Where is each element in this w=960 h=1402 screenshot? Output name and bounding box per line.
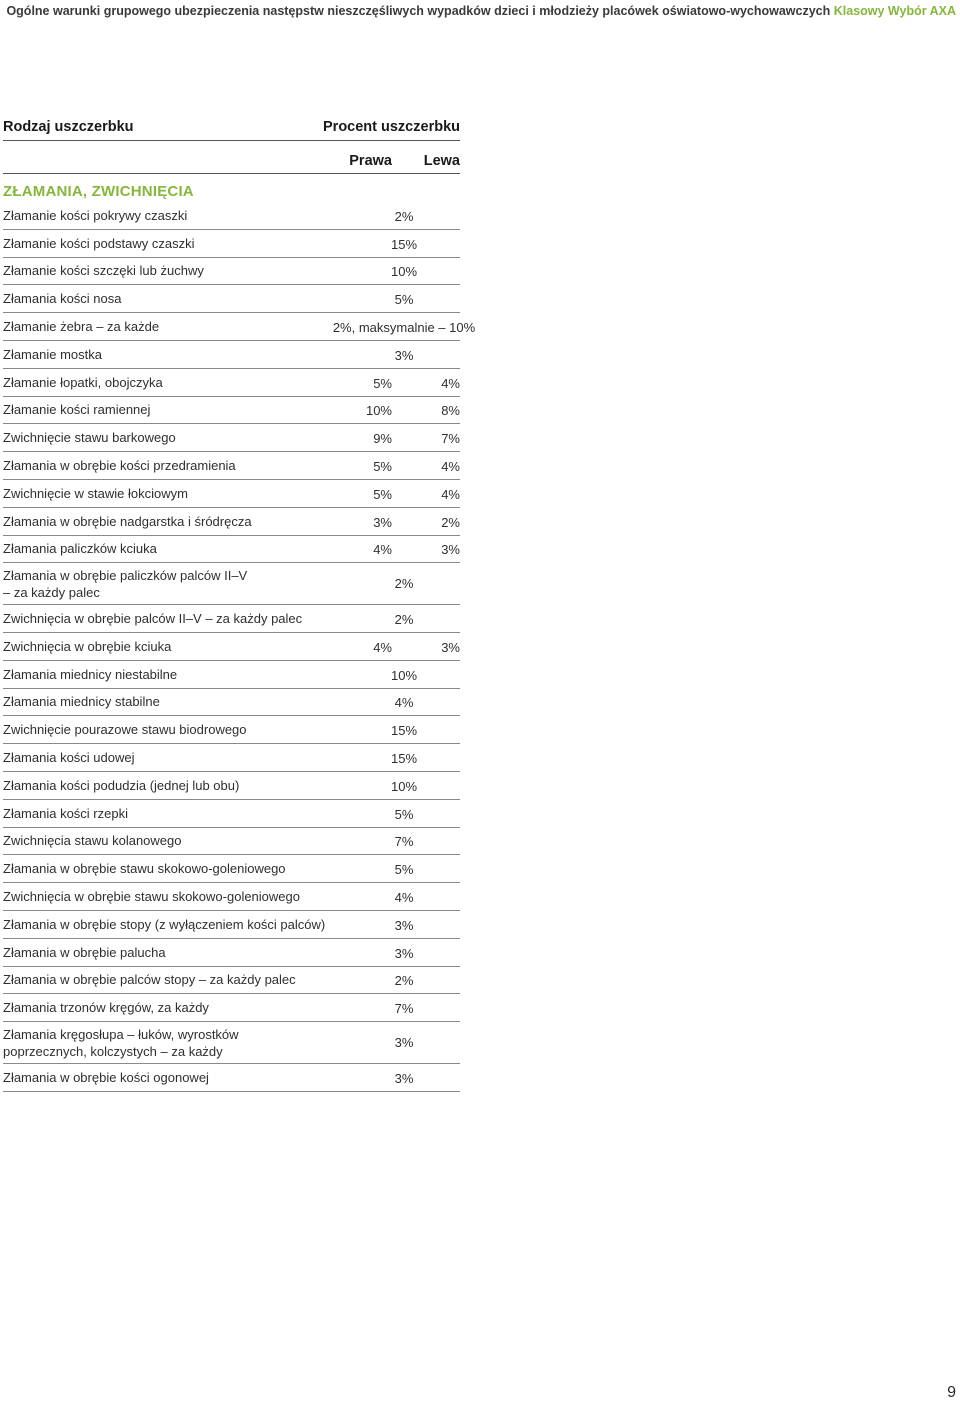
table-row bbox=[3, 508, 460, 536]
injury-name-line: Złamania trzonów kręgów, za każdy bbox=[3, 1000, 209, 1016]
injury-name bbox=[3, 749, 135, 766]
percent-left: 7% bbox=[441, 431, 460, 447]
percent-value: 2% bbox=[394, 208, 414, 224]
injury-name bbox=[3, 971, 296, 988]
injury-name-line: Złamania w obrębie kości ogonowej bbox=[3, 1069, 209, 1085]
injury-name bbox=[3, 999, 209, 1016]
percent-value: 2% bbox=[394, 973, 414, 989]
injury-name bbox=[3, 207, 187, 224]
percent-value: 2% bbox=[394, 576, 414, 592]
table-row bbox=[3, 605, 460, 633]
injury-name-line: Złamania kręgosłupa – łuków, wyrostków bbox=[3, 1026, 239, 1042]
table-row bbox=[3, 633, 460, 661]
injury-name-line: Złamania w obrębie stawu skokowo-goleniowego bbox=[3, 861, 286, 877]
injury-name-line: Złamania kości podudzia (jednej lub obu) bbox=[3, 777, 240, 793]
table-row bbox=[3, 1022, 460, 1064]
injury-name bbox=[3, 1069, 209, 1086]
percent-value: 3% bbox=[394, 1070, 414, 1086]
table-row bbox=[3, 341, 460, 369]
table-row bbox=[3, 828, 460, 856]
table-row bbox=[3, 480, 460, 508]
injury-name-line: Złamanie żebra – za każde bbox=[3, 318, 160, 334]
percent-value: 15% bbox=[390, 723, 418, 739]
injury-name bbox=[3, 457, 236, 474]
percent-left: 4% bbox=[441, 458, 460, 474]
percent-left: 3% bbox=[441, 542, 460, 558]
injury-name bbox=[3, 485, 188, 502]
page-number: 9 bbox=[947, 1384, 956, 1401]
table-row bbox=[3, 772, 460, 800]
percent-value: 7% bbox=[394, 834, 414, 850]
percent-value: 10% bbox=[390, 667, 418, 683]
injury-name bbox=[3, 290, 122, 307]
injury-name bbox=[3, 540, 157, 557]
percent-value: 3% bbox=[394, 347, 414, 363]
percent-value: 7% bbox=[394, 1001, 414, 1017]
section-title: ZŁAMANIA, ZWICHNIĘCIA bbox=[3, 183, 194, 200]
injury-name bbox=[3, 262, 204, 279]
injury-name bbox=[3, 693, 160, 710]
percent-left: 4% bbox=[441, 375, 460, 391]
table-row bbox=[3, 313, 476, 341]
injury-name-line: Zwichnięcie pourazowe stawu biodrowego bbox=[3, 722, 247, 738]
injury-name bbox=[3, 777, 239, 794]
percent-right: 5% bbox=[373, 375, 392, 391]
column-header-left: Lewa bbox=[423, 153, 460, 169]
percent-value: 10% bbox=[390, 264, 418, 280]
injury-name bbox=[3, 721, 247, 738]
percent-value: 15% bbox=[390, 750, 418, 766]
injury-name-line: Złamanie kości ramiennej bbox=[3, 402, 151, 418]
percent-right: 9% bbox=[373, 431, 392, 447]
percent-right: 4% bbox=[373, 542, 392, 558]
injury-name-line: Złamania kości nosa bbox=[3, 291, 122, 307]
table-row bbox=[3, 1064, 460, 1092]
table-row bbox=[3, 452, 460, 480]
percent-left: 4% bbox=[441, 486, 460, 502]
table-row bbox=[3, 939, 460, 967]
percent-value: 3% bbox=[394, 917, 414, 933]
percent-right: 3% bbox=[373, 514, 392, 530]
percent-right: 4% bbox=[373, 639, 392, 655]
table-row bbox=[3, 258, 460, 286]
table-row bbox=[3, 563, 460, 605]
percent-right: 5% bbox=[373, 486, 392, 502]
percent-value: 5% bbox=[394, 292, 414, 308]
injury-name-line: Zwichnięcia w obrębie kciuka bbox=[3, 638, 172, 654]
injury-name bbox=[3, 638, 171, 655]
injury-name-line: Złamania w obrębie palucha bbox=[3, 944, 166, 960]
percent-value: 2%, maksymalnie – 10% bbox=[332, 319, 476, 335]
table-row bbox=[3, 911, 460, 939]
table-row bbox=[3, 744, 460, 772]
table-body bbox=[3, 202, 476, 1092]
injury-name bbox=[3, 860, 286, 877]
injury-name-line: Złamanie kości pokrywy czaszki bbox=[3, 207, 188, 223]
injury-name-line: poprzecznych, kolczystych – za każdy bbox=[3, 1043, 223, 1059]
injury-name bbox=[3, 429, 176, 446]
section-heading bbox=[3, 174, 460, 202]
table-row bbox=[3, 536, 460, 564]
table-subheader bbox=[3, 141, 460, 174]
table-row bbox=[3, 855, 460, 883]
injury-name bbox=[3, 346, 102, 363]
percent-value: 15% bbox=[390, 236, 418, 252]
percent-left: 2% bbox=[441, 514, 460, 530]
percent-value: 4% bbox=[394, 889, 414, 905]
injury-name-line: – za każdy palec bbox=[3, 585, 100, 601]
table-row bbox=[3, 967, 460, 995]
table-row bbox=[3, 285, 460, 313]
percent-right: 10% bbox=[365, 403, 392, 419]
injury-name bbox=[3, 513, 252, 530]
table-row bbox=[3, 883, 460, 911]
table-row bbox=[3, 716, 460, 744]
injury-table bbox=[3, 112, 476, 1092]
table-row bbox=[3, 661, 460, 689]
injury-name-line: Złamania paliczków kciuka bbox=[3, 541, 157, 557]
injury-name-line: Złamania w obrębie nadgarstka i śródręcza bbox=[3, 513, 252, 529]
table-row bbox=[3, 230, 460, 258]
injury-name bbox=[3, 318, 159, 335]
injury-name bbox=[3, 1026, 239, 1060]
injury-name bbox=[3, 235, 194, 252]
injury-name bbox=[3, 610, 302, 627]
table-row bbox=[3, 369, 460, 397]
injury-name-line: Złamanie kości podstawy czaszki bbox=[3, 235, 195, 251]
percent-value: 3% bbox=[394, 945, 414, 961]
injury-name-line: Złamanie kości szczęki lub żuchwy bbox=[3, 263, 204, 279]
injury-name-line: Zwichnięcie stawu barkowego bbox=[3, 430, 176, 446]
injury-name bbox=[3, 401, 150, 418]
injury-name-line: Złamania miednicy stabilne bbox=[3, 694, 160, 710]
injury-name bbox=[3, 666, 177, 683]
injury-name-line: Złamanie łopatki, obojczyka bbox=[3, 374, 163, 390]
percent-value: 2% bbox=[394, 611, 414, 627]
injury-name bbox=[3, 374, 163, 391]
column-header-percent: Procent uszczerbku bbox=[323, 119, 460, 135]
column-header-type: Rodzaj uszczerbku bbox=[3, 119, 134, 135]
percent-left: 3% bbox=[441, 639, 460, 655]
injury-name-line: Złamania w obrębie paliczków palców II–V bbox=[3, 568, 248, 584]
brand-name: Klasowy Wybór AXA bbox=[833, 4, 956, 18]
percent-value: 10% bbox=[390, 778, 418, 794]
percent-value: 3% bbox=[394, 1034, 414, 1050]
percent-right: 5% bbox=[373, 458, 392, 474]
injury-name-line: Złamania miednicy niestabilne bbox=[3, 666, 178, 682]
table-row bbox=[3, 689, 460, 717]
table-header bbox=[3, 112, 460, 141]
injury-name bbox=[3, 832, 181, 849]
column-header-right: Prawa bbox=[349, 153, 392, 169]
injury-name-line: Złamania w obrębie kości przedramienia bbox=[3, 457, 236, 473]
injury-name-line: Zwichnięcia stawu kolanowego bbox=[3, 833, 182, 849]
running-header bbox=[6, 4, 956, 18]
table-row bbox=[3, 800, 460, 828]
injury-name bbox=[3, 567, 247, 601]
injury-name bbox=[3, 805, 128, 822]
injury-name bbox=[3, 888, 300, 905]
table-row bbox=[3, 424, 460, 452]
injury-name-line: Złamania w obrębie stopy (z wyłączeniem kości palców) bbox=[3, 916, 326, 932]
table-row bbox=[3, 994, 460, 1022]
injury-name-line: Złamanie mostka bbox=[3, 346, 102, 362]
injury-name-line: Zwichnięcie w stawie łokciowym bbox=[3, 485, 188, 501]
injury-name-line: Zwichnięcia w obrębie stawu skokowo-goleniowego bbox=[3, 888, 300, 904]
injury-name-line: Zwichnięcia w obrębie palców II–V – za każdy palec bbox=[3, 610, 303, 626]
injury-name bbox=[3, 944, 166, 961]
injury-name-line: Złamania w obrębie palców stopy – za każdy palec bbox=[3, 972, 296, 988]
table-row bbox=[3, 397, 460, 425]
percent-value: 5% bbox=[394, 862, 414, 878]
percent-value: 4% bbox=[394, 695, 414, 711]
injury-name bbox=[3, 916, 325, 933]
percent-value: 5% bbox=[394, 806, 414, 822]
percent-left: 8% bbox=[441, 403, 460, 419]
document-title: Ogólne warunki grupowego ubezpieczenia następstw nieszczęśliwych wypadków dzieci i młodzieży placówek oświatowo-wychowawczych bbox=[6, 4, 831, 18]
injury-name-line: Złamania kości udowej bbox=[3, 749, 135, 765]
table-row bbox=[3, 202, 460, 230]
injury-name-line: Złamania kości rzepki bbox=[3, 805, 128, 821]
